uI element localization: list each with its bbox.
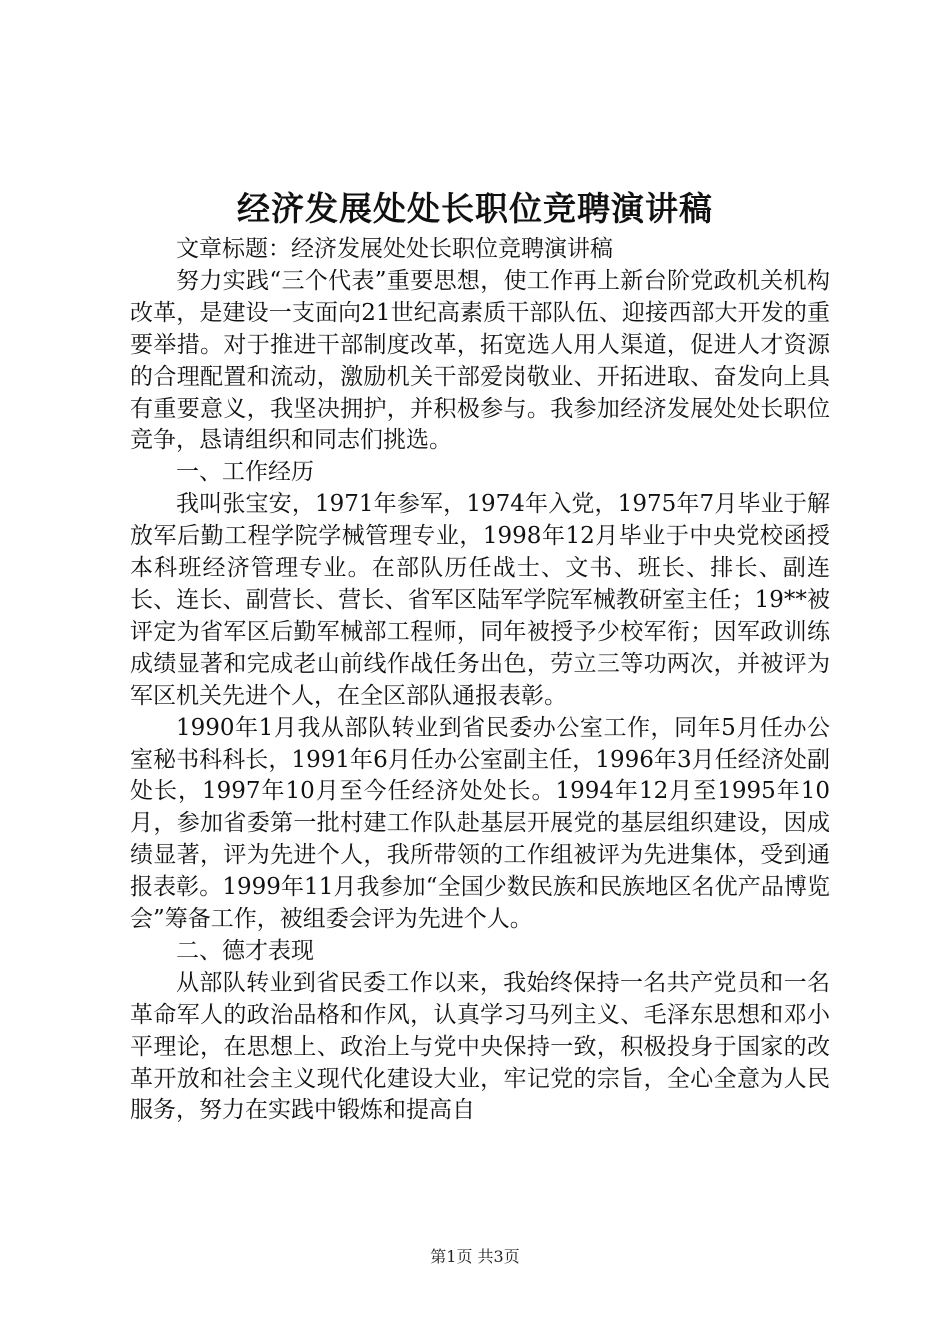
virtue-ability-paragraph: 从部队转业到省民委工作以来，我始终保持一名共产党员和一名革命军人的政治品格和作风，认真学习马列主义、毛泽东思想和邓小平理论，在思想上、政治上与党中央保持一致，积极投身于国家的改革开放和社会主义现代化建设大业，牢记党的宗旨，全心全意为人民服务，努力在实践中锻炼和提高自 (130, 969, 830, 1124)
work-experience-paragraph-2: 1990年1月我从部队转业到省民委办公室工作，同年5月任办公室秘书科科长，1991年6月任办公室副主任，1996年3月任经济处副处长，1997年10月至今任经济处处长。1994年12月至1995年10月，参加省委第一批村建工作队赴基层开展党的基层组织建设，因成绩显著，评为先进个人，我所带领的工作组被评为先进集体，受到通报表彰。1999年11月我参加“全国少数民族和民族地区名优产品博览会”筹备工作，被组委会评为先进个人。 (130, 714, 830, 933)
article-title-line: 文章标题：经济发展处处长职位竞聘演讲稿 (176, 236, 613, 262)
document-title: 经济发展处处长职位竞聘演讲稿 (237, 189, 713, 228)
document-body (130, 234, 830, 1127)
work-experience-paragraph-1: 我叫张宝安，1971年参军，1974年入党，1975年7月毕业于解放军后勤工程学院学械管理专业，1998年12月毕业于中央党校函授本科班经济管理专业。在部队历任战士、文书、班长、排长、副连长、连长、副营长、营长、省军区陆军学院军械教研室主任；19**被评定为省军区后勤军械部工程师，同年被授予少校军衔；因军政训练成绩显著和完成老山前线作战任务出色，劳立三等功两次，并被评为军区机关先进个人，在全区部队通报表彰。 (130, 491, 830, 709)
page-number-footer: 第1页 共3页 (430, 1247, 520, 1266)
section-heading-work-experience: 一、工作经历 (176, 459, 314, 486)
intro-paragraph: 努力实践“三个代表”重要思想，使工作再上新台阶党政机关机构改革，是建设一支面向21世纪高素质干部队伍、迎接西部大开发的重要举措。对于推进干部制度改革，拓宽选人用人渠道，促进人才资源的合理配置和流动，激励机关干部爱岗敬业、开拓进取、奋发向上具有重要意义，我坚决拥护，并积极参与。我参加经济发展处处长职位竞争，恳请组织和同志们挑选。 (130, 267, 830, 454)
section-heading-virtue-ability: 二、德才表现 (176, 937, 314, 964)
